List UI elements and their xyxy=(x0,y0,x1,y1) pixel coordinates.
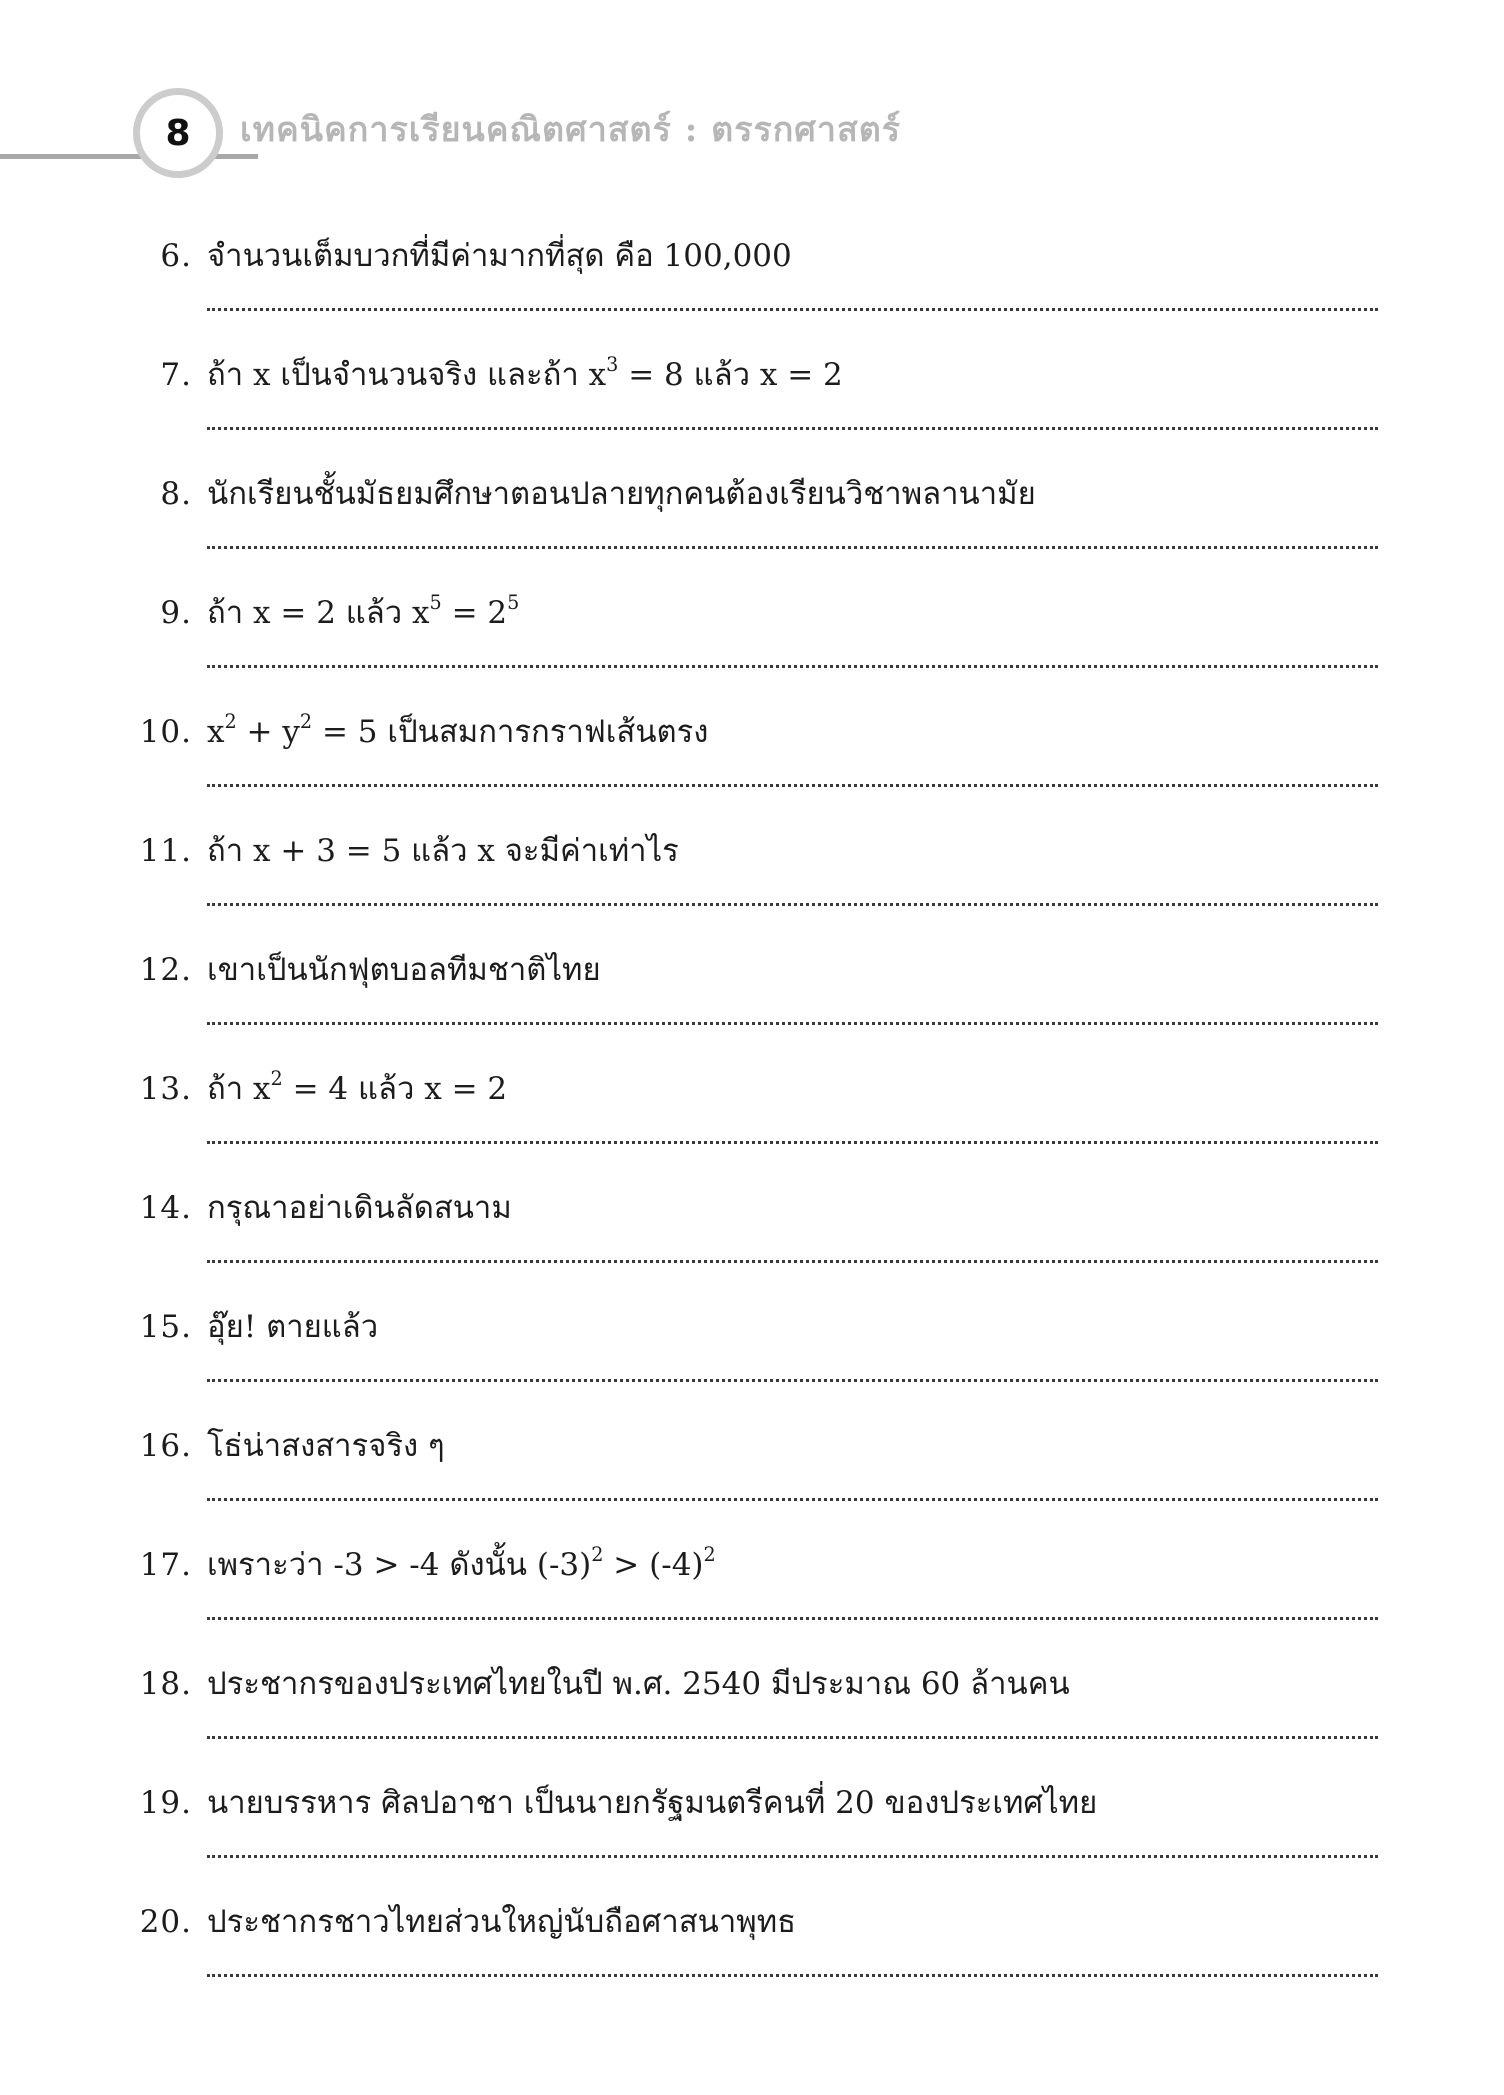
exercise-content xyxy=(0,234,1504,2019)
exercise-item xyxy=(0,948,1504,1025)
header-rule-line xyxy=(0,154,258,159)
item-text: ถ้า x เป็นจำนวนจริง และถ้า $x^3 = 8$ แล้ว x = 2 xyxy=(207,352,843,393)
item-number: 20. xyxy=(139,1904,192,1940)
exercise-item xyxy=(0,234,1504,311)
exercise-item xyxy=(0,1067,1504,1144)
item-number: 19. xyxy=(139,1785,192,1821)
item-number: 13. xyxy=(139,1071,192,1107)
item-text: ถ้า x = 2 แล้ว $x^5 = 2^5$ xyxy=(207,590,520,631)
exercise-item xyxy=(0,472,1504,549)
item-text: ประชากรของประเทศไทยในปี พ.ศ. 2540 มีประมาณ 60 ล้านคน xyxy=(207,1666,1070,1702)
item-text: อุ๊ย! ตายแล้ว xyxy=(207,1309,379,1345)
answer-dotted-line xyxy=(207,665,1378,668)
item-number: 18. xyxy=(139,1666,192,1702)
item-text: นักเรียนชั้นมัธยมศึกษาตอนปลายทุกคนต้องเรียนวิชาพลานามัย xyxy=(207,476,1036,512)
item-number: 9. xyxy=(160,595,192,631)
item-number: 10. xyxy=(139,714,192,750)
item-text: นายบรรหาร ศิลปอาชา เป็นนายกรัฐมนตรีคนที่ 20 ของประเทศไทย xyxy=(207,1785,1098,1821)
exercise-item xyxy=(0,353,1504,430)
answer-dotted-line xyxy=(207,1379,1378,1382)
item-number: 14. xyxy=(139,1190,192,1226)
answer-dotted-line xyxy=(207,1855,1378,1858)
answer-dotted-line xyxy=(207,1141,1378,1144)
exercise-item xyxy=(0,1424,1504,1501)
exercise-item xyxy=(0,1781,1504,1858)
item-number: 12. xyxy=(139,952,192,988)
answer-dotted-line xyxy=(207,903,1378,906)
page-number: 8 xyxy=(165,112,191,154)
exercise-item xyxy=(0,1305,1504,1382)
item-text: ประชากรชาวไทยส่วนใหญ่นับถือศาสนาพุทธ xyxy=(207,1904,797,1940)
exercise-item xyxy=(0,591,1504,668)
exercise-item xyxy=(0,710,1504,787)
answer-dotted-line xyxy=(207,546,1378,549)
item-text: ถ้า $x^2 = 4$ แล้ว x = 2 xyxy=(207,1066,508,1107)
exercise-item xyxy=(0,829,1504,906)
exercise-item xyxy=(0,1186,1504,1263)
item-text: ถ้า x + 3 = 5 แล้ว x จะมีค่าเท่าไร xyxy=(207,833,679,869)
page-number-badge xyxy=(133,88,223,178)
exercise-item xyxy=(0,1543,1504,1620)
answer-dotted-line xyxy=(207,1617,1378,1620)
item-number: 15. xyxy=(139,1309,192,1345)
exercise-item xyxy=(0,1900,1504,1977)
answer-dotted-line xyxy=(207,1498,1378,1501)
item-number: 11. xyxy=(139,833,192,869)
item-number: 8. xyxy=(160,476,192,512)
item-text: โธ่น่าสงสารจริง ๆ xyxy=(207,1428,445,1464)
item-text: กรุณาอย่าเดินลัดสนาม xyxy=(207,1190,512,1226)
exercise-item xyxy=(0,1662,1504,1739)
item-text: เพราะว่า -3 > -4 ดังนั้น $(-3)^2 > (-4)^2$ xyxy=(207,1542,716,1583)
answer-dotted-line xyxy=(207,1022,1378,1025)
item-number: 17. xyxy=(139,1547,192,1583)
chapter-header-title: เทคนิคการเรียนคณิตศาสตร์ : ตรรกศาสตร์ xyxy=(240,110,902,150)
item-number: 7. xyxy=(160,357,192,393)
item-text: $x^2 + y^2 = 5$ เป็นสมการกราฟเส้นตรง xyxy=(207,709,709,750)
item-number: 6. xyxy=(160,238,192,274)
exercise-list xyxy=(0,234,1504,1977)
item-text: เขาเป็นนักฟุตบอลทีมชาติไทย xyxy=(207,952,601,988)
answer-dotted-line xyxy=(207,308,1378,311)
answer-dotted-line xyxy=(207,427,1378,430)
item-text: จำนวนเต็มบวกที่มีค่ามากที่สุด คือ 100,000 xyxy=(207,238,792,274)
answer-dotted-line xyxy=(207,784,1378,787)
answer-dotted-line xyxy=(207,1260,1378,1263)
item-number: 16. xyxy=(139,1428,192,1464)
answer-dotted-line xyxy=(207,1974,1378,1977)
answer-dotted-line xyxy=(207,1736,1378,1739)
